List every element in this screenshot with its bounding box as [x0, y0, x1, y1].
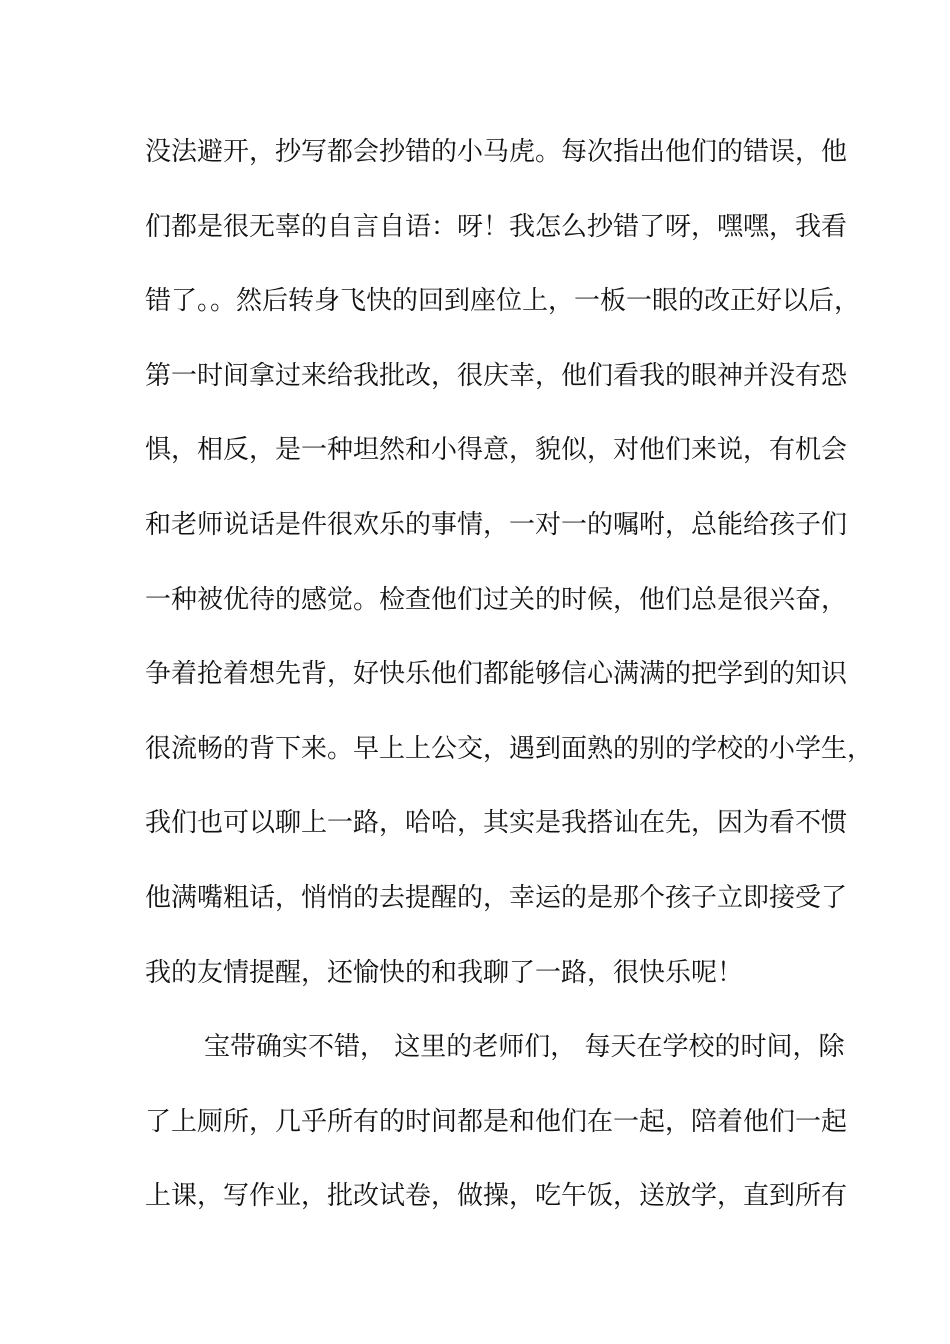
- paragraph-start-line: 宝带确实不错， 这里的老师们， 每天在学校的时间，除: [204, 1032, 845, 1063]
- text-line: 我的友情提醒，还愉快的和我聊了一路，很快乐呢！: [145, 957, 744, 988]
- text-line: 第一时间拿过来给我批改，很庆幸，他们看我的眼神并没有恐: [145, 360, 848, 391]
- body-text: [145, 130, 874, 1249]
- text-line: 我们也可以聊上一路，哈哈，其实是我搭讪在先，因为看不惯: [145, 808, 848, 839]
- text-line: 惧，相反，是一种坦然和小得意，貌似，对他们来说，有机会: [145, 435, 848, 466]
- text-line: 上课，写作业，批改试卷，做操，吃午饭，送放学，直到所有: [145, 1181, 848, 1212]
- text-line: 错了。。然后转身飞快的回到座位上，一板一眼的改正好以后，: [145, 286, 861, 317]
- text-line: 争着抢着想先背，好快乐他们都能够信心满满的把学到的知识: [145, 659, 848, 690]
- text-line: 没法避开，抄写都会抄错的小马虎。每次指出他们的错误，他: [145, 137, 848, 167]
- text-line: 们都是很无辜的自言自语：呀！我怎么抄错了呀，嘿嘿，我看: [145, 211, 848, 242]
- text-line: 他满嘴粗话，悄悄的去提醒的，幸运的是那个孩子立即接受了: [145, 882, 848, 913]
- text-line: 很流畅的背下来。早上上公交，遇到面熟的别的学校的小学生，: [145, 733, 874, 764]
- text-line: 和老师说话是件很欢乐的事情，一对一的嘱咐，总能给孩子们: [145, 509, 848, 540]
- text-line: 了上厕所，几乎所有的时间都是和他们在一起，陪着他们一起: [145, 1106, 848, 1137]
- text-line: 一种被优待的感觉。检查他们过关的时候，他们总是很兴奋，: [145, 584, 848, 615]
